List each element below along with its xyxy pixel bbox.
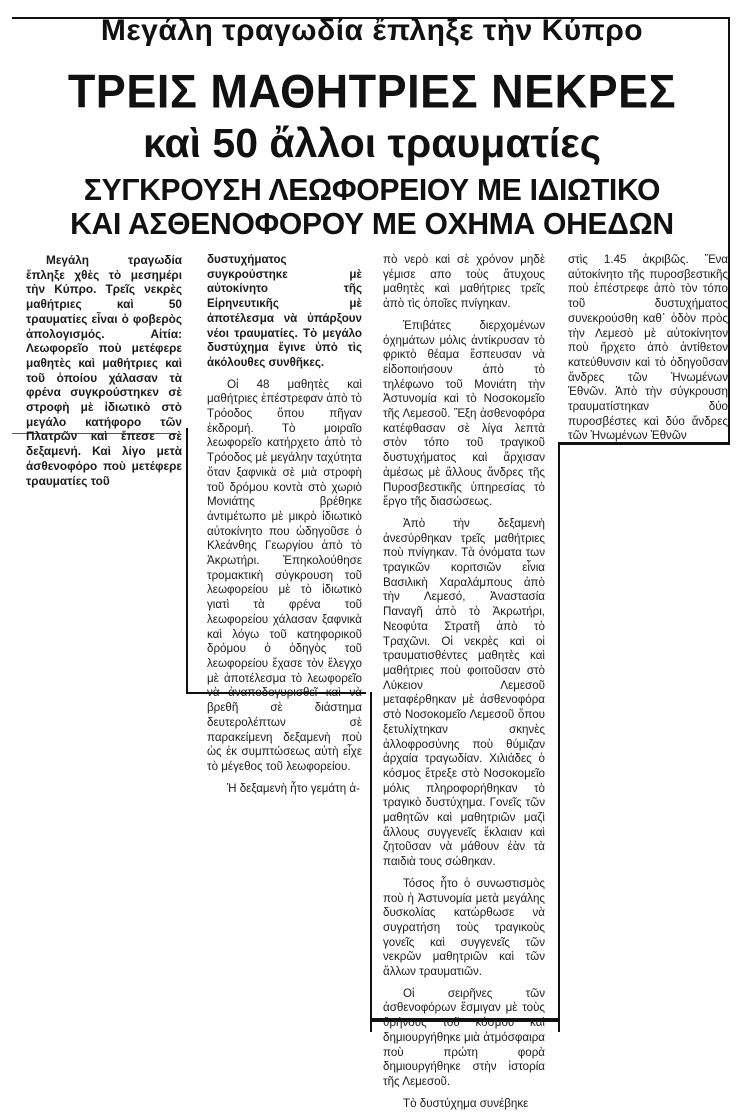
paragraph: Ἡ δεξαμενὴ ἦτο γεμάτη ἀ- — [227, 781, 360, 795]
subheadline-1: ΣΥΓΚΡΟΥΣΗ ΛΕΩΦΟΡΕΙΟΥ ΜΕ ΙΔΙΩΤΙΚΟ — [83, 172, 661, 207]
paragraph: Οἱ 48 μαθητὲς καὶ μαθήτριες ἐπέστρεφαν ἀπὸ τὸ Τρόοδος ὅπου πῆγαν ἐκδρομή. Τὸ μοιραῖο λεωφορεῖο κατήρχετο ἀπὸ τὸ Τρόοδος μὲ μεγάλην ταχύτητα ὅταν ξαφνικὰ σὲ μιὰ στροφὴ τοῦ δρόμου κοντὰ στὸ χωριὸ Μονιάτης βρέθηκε ἀντιμέτωπο μὲ μικρὸ ἰδιωτικὸ αὐτοκίνητο που ὡδηγοῦσε ὁ Κλεάνθης Γεωργίου ἀπὸ τὸ Ἀκρωτήρι. Ἐπηκολούθησε τρομακτικὴ σύγκρουση τοῦ λεωφορείου μὲ τὸ ἰδιωτικὸ γιατὶ τὰ φρένα τοῦ λεωφορείου χάλασαν ξαφνικὰ καὶ λόγω τοῦ κατηφορικοῦ δρόμου ὁ ὁδηγὸς τοῦ λεωφορείου ἔχασε τὸν ἔλεγχο μὲ ἀποτέλεσμα τὸ λεωφορεῖο νὰ ἀναποδογυρισθεῖ καὶ νὰ βρεθῆ σὲ διάστημα δευτερολέπτων σὲ παρακείμενη δεξαμενὴ ποὺ ὡς ἐκ συμπτώσεως αὐτὴ εἶχε τὸ μέγεθος τοῦ λεωφορείου. — [207, 377, 362, 773]
paragraph: στὶς 1.45 ἀκριβῶς. Ἕνα αὐτοκίνητο τῆς πυροσβεστικῆς ποὺ ἐπέστρεφε ἀπὸ τὸν τόπο τοῦ δυστυχήματος συνεκρούσθη καθ᾽ ὁδὸν πρὸς τὴν Λεμεσὸ μὲ αὐτοκίνητον ποὺ ἤρχετο ἀπὸ ἀντίθετον κατεύθυνσιν καὶ τὸ ὁδηγοῦσαν ἄνδρες τῶν Ἡνωμένων Ἐθνῶν. Ἀπὸ τὴν σύγκρουση τραυματίστηκαν δύο πυροσβέστες καὶ δύο ἄνδρες τῶν Ἡνωμένων Ἐθνῶν — [568, 253, 728, 443]
paragraph: Οἱ σειρῆνες τῶν ἀσθενοφόρων ἔσμιγαν μὲ τοὺς θρήνους τοῦ κόσμου καὶ δημιουργήθηκε μιὰ ἀτμόσφαιρα ποὺ πρώτη φορὰ δημιουργήθηκε στὴν ἱστορία τῆς Λεμεσοῦ. — [383, 986, 545, 1088]
article-column-3 — [383, 253, 545, 1118]
subheadline-2: ΚΑΙ ΑΣΘΕΝΟΦΟΡΟΥ ΜΕ ΟΧΗΜΑ ΟΗΕΔΩΝ — [70, 206, 674, 241]
paragraph: Μεγάλη τραγωδία ἔπληξε χθὲς τὸ μεσημέρι τὴν Κύπρο. Τρεῖς νεκρὲς μαθήτριες καὶ 50 τραυματίες εἶναι ὁ φοβερὸς ἀπολογισμός. Αἰτία: Λεωφορεῖο ποὺ μετέφερε μαθητὲς καὶ μαθήτριες καὶ τοῦ ὁποίου χάλασαν τὰ φρένα συγκρούστηκεν σὲ στροφὴ μὲ ἰδιωτικὸ στὸ μεγάλο κατήφορο τῶν Πλατρῶν καὶ ἔπεσε σὲ δεξαμενή. Καὶ λίγο μετὰ ἀσθενοφόρο ποὺ μετέφερε τραυματίες τοῦ — [26, 253, 182, 488]
paragraph: Ἀπὸ τὴν δεξαμενὴ ἀνεσύρθηκαν τρεῖς μαθήτριες ποὺ πνίγηκαν. Τὰ ὀνόματα των τραγικῶν κοριτσιῶν εἶνια Βασιλικὴ Χαραλάμπους ἀπὸ τὴν Λεμεσό, Ἀναστασία Παναγῆ ἀπὸ τὸ Ἀκρωτήρι, Νεοφύτα Στρατῆ ἀπὸ τὸ Τραχῶνι. Οἱ νεκρὲς καὶ οἱ τραυματισθέντες μαθητὲς καὶ μαθήτριες ποὺ φοιτοῦσαν στὸ Λύκειον Λεμεσοῦ μεταφέρθηκαν μὲ ἀσθενοφόρα στὸ Νοσοκομεῖο Λεμεσοῦ ὅπου ξετυλίχτηκαν σκηνὲς ἀλλοφροσύνης ποὺ θύμιζαν ἀρχαία τραγωδίαν. Χιλιάδες ὁ κόσμος ἔτρεξε στὸ Νοσοκομεῖο μόλις πληροφορήθηκαν τὸ τραγικὸ δυστύχημα. Γονεῖς τῶν μαθητῶν καὶ μαθητριῶν μαζὶ ἄλλους συγγενεῖς ἔκλαιαν καὶ ζητοῦσαν νὰ μάθουν ἐὰν τὰ παιδιὰ τους σώθηκαν. — [383, 516, 545, 869]
paragraph: δυστυχήματος συγκρούστηκε μὲ αὐτοκίνητο τῆς Εἰρηνευτικῆς μὲ ἀποτέλεσμα νὰ ὑπάρξουν νέοι τραυματίες. Τὸ μεγάλο δυστύχημα ἔγινε ὑπὸ τὶς ἀκόλουθες συνθῆκες. — [207, 253, 362, 369]
paragraph: πὸ νερὸ καὶ σὲ χρόνον μηδὲ γέμισε απο τοὺς ἄτυχους μαθητὲς καὶ μαθήτριες τρεῖς ἀπὸ τὶς ὁποῖες πνίγηκαν. — [383, 253, 545, 311]
paragraph: Ἐπιβάτες διερχομένων ὀχημάτων μόλις ἀντίκρυσαν τὸ φρικτὸ θέαμα ἔσπευσαν νὰ εἰδοποιήσουν ἀπὸ τὸ τηλέφωνο τοῦ Μονιάτη τὴν Ἀστυνομία καὶ τὸ Νοσοκομεῖο τῆς Λεμεσοῦ. Ἕξη ἀσθενοφόρα κατέφθασαν σὲ λίγα λεπτὰ στὸν τόπο τοῦ τραγικοῦ δυστυχήματος καὶ ἄρχισαν ἀμέσως μὲ ἄλλους ἄνδρες τῆς Πυροσβεστικῆς ὑπηρεσίας τὸ ἔργο τῆς διασώσεως. — [383, 318, 545, 509]
col3-left-rule — [370, 692, 372, 1032]
col2-left-rule — [186, 428, 188, 693]
article-column-4 — [568, 253, 728, 451]
headline-kicker: Μεγάλη τραγωδία ἔπληξε τὴν Κύπρο — [100, 14, 644, 47]
article-column-2 — [207, 253, 362, 803]
paragraph: Τὸ δυστύχημα συνέβηκε — [403, 1096, 529, 1110]
paragraph: Τόσος ἦτο ὁ συνωστισμὸς ποὺ ἡ Ἀστυνομία μετὰ μεγάλης δυσκολίας κατώρθωσε νὰ συγρατήση τοὺς τραγικοὺς γονεῖς καὶ συγγενεῖς τῶν νεκρῶν μαθητριῶν καὶ τῶν ἄλλων τραυματιῶν. — [383, 876, 545, 979]
headline-main: ΤΡΕΙΣ ΜΑΘΗΤΡΙΕΣ ΝΕΚΡΕΣ — [67, 64, 677, 119]
article-column-1 — [26, 253, 182, 495]
headline-secondary: καὶ 50 ἄλλοι τραυματίες — [142, 120, 602, 166]
col4-left-rule — [558, 442, 560, 1032]
